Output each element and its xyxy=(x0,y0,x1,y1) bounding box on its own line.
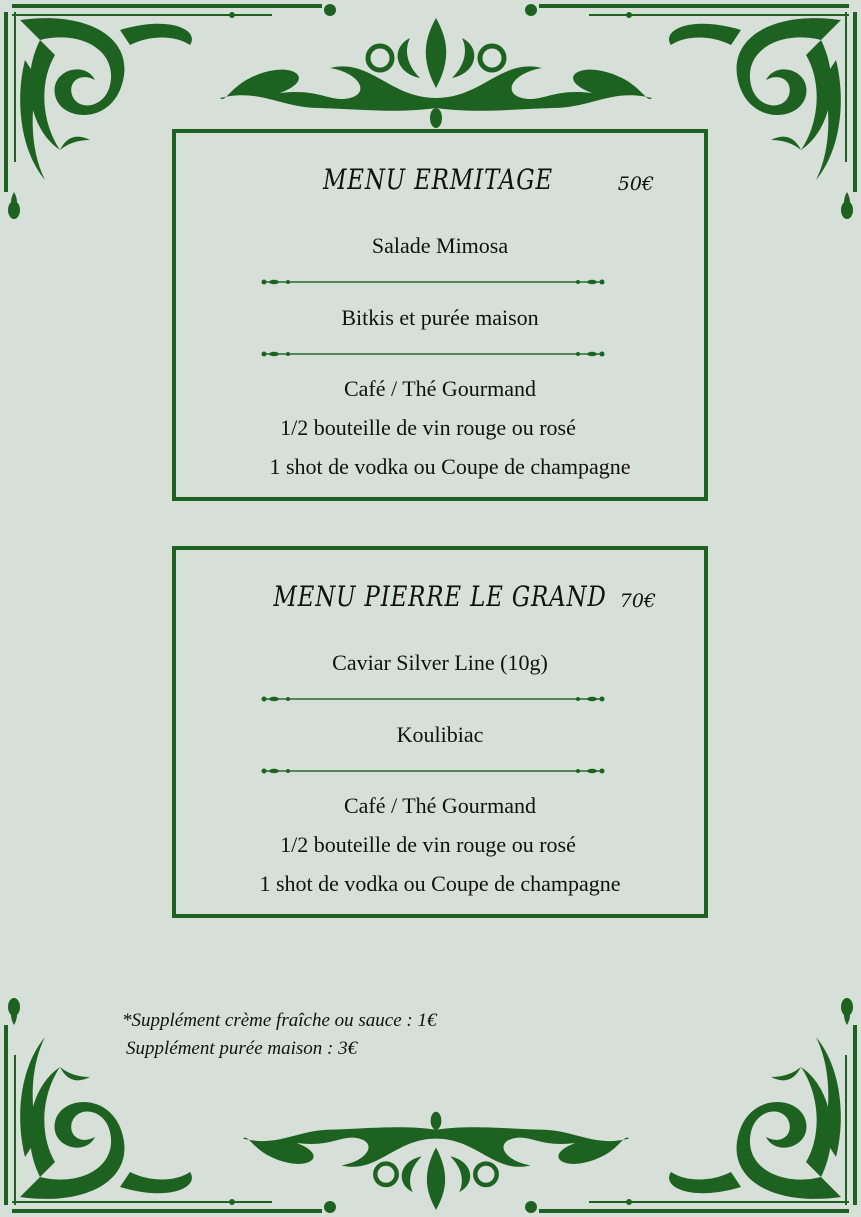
menu-main: Koulibiac xyxy=(396,722,484,747)
menu-title: MENU ERMITAGE xyxy=(322,163,554,196)
footnote: *Supplément crème fraîche ou sauce : 1€ xyxy=(122,1010,437,1031)
menu-pierre-le-grand-card xyxy=(172,546,708,918)
separator-line-icon xyxy=(260,693,606,705)
menu-price: 50€ xyxy=(617,173,654,195)
menu-extra: 1 shot de vodka ou Coupe de champagne xyxy=(259,871,621,896)
menu-ermitage-card xyxy=(172,129,708,501)
menu-extra: 1/2 bouteille de vin rouge ou rosé xyxy=(280,415,576,440)
separator-line-icon xyxy=(260,276,606,288)
center-flourish-icon xyxy=(220,1110,652,1210)
menu-main: Bitkis et purée maison xyxy=(341,305,539,330)
menu-starter: Caviar Silver Line (10g) xyxy=(332,650,548,675)
menu-extra: Café / Thé Gourmand xyxy=(343,376,537,401)
footnote: Supplément purée maison : 3€ xyxy=(126,1038,358,1059)
menu-title: MENU PIERRE LE GRAND xyxy=(273,580,607,613)
separator-line-icon xyxy=(260,348,606,360)
separator-line-icon xyxy=(260,765,606,777)
menu-extra: Café / Thé Gourmand xyxy=(343,793,537,818)
menu-extra: 1/2 bouteille de vin rouge ou rosé xyxy=(280,832,576,857)
center-flourish-icon xyxy=(220,18,652,130)
menu-extra: 1 shot de vodka ou Coupe de champagne xyxy=(269,454,631,479)
menu-price: 70€ xyxy=(619,590,656,612)
menu-starter: Salade Mimosa xyxy=(371,233,509,258)
